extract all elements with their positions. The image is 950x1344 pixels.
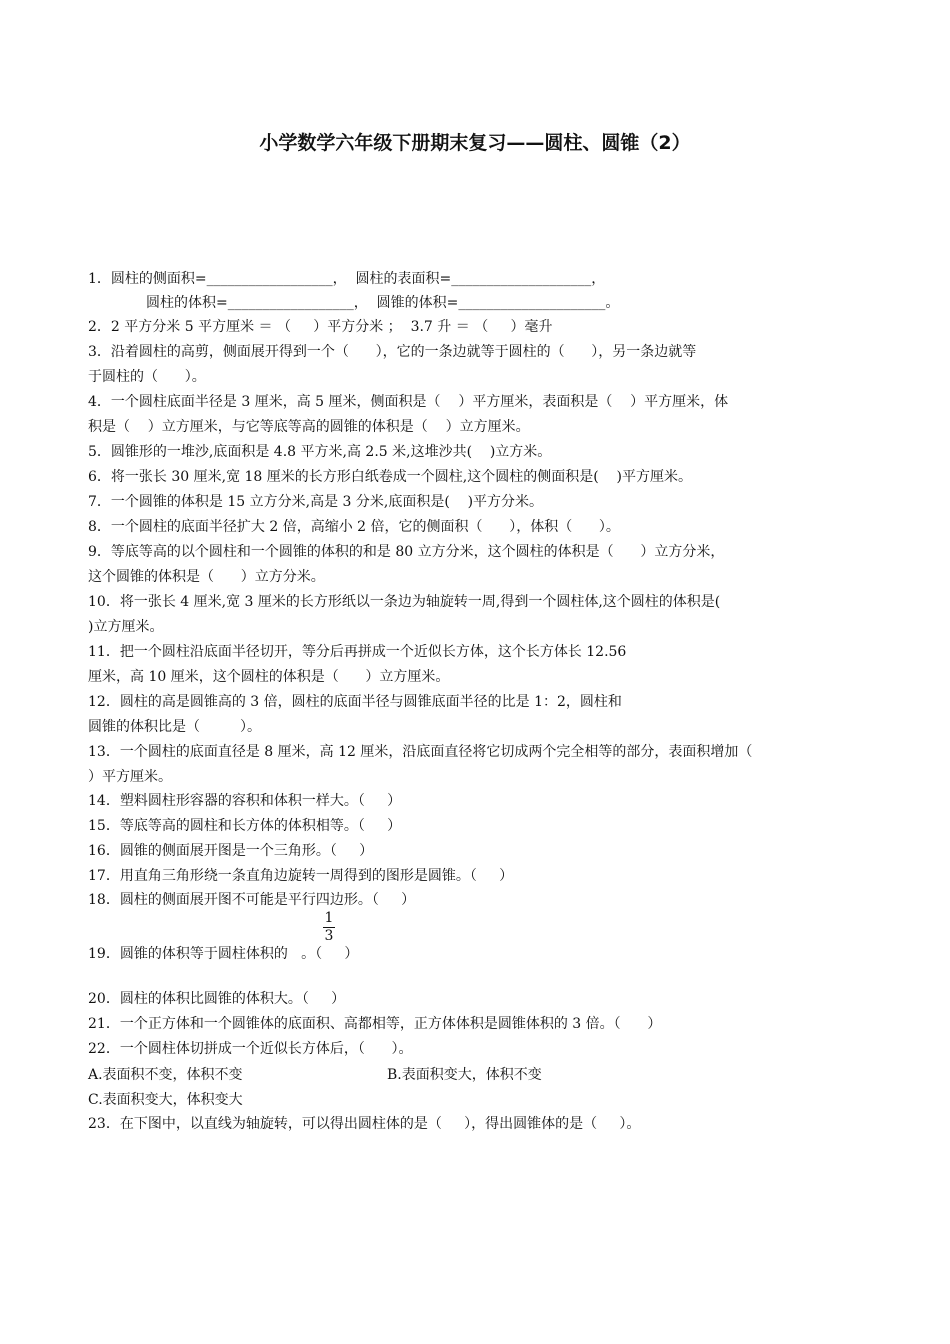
question-line: 厘米，高 10 厘米，这个圆柱的体积是（ ）立方厘米。 <box>88 669 450 685</box>
question-line: 10．将一张长 4 厘米,宽 3 厘米的长方形纸以一条边为轴旋转一周,得到一个圆柱体,这个圆柱的体积是( <box>88 594 721 610</box>
fraction-denominator: 3 <box>324 928 334 944</box>
question-line: 14．塑料圆柱形容器的容积和体积一样大。（ ） <box>88 793 402 809</box>
question-line: 22．一个圆柱体切拼成一个近似长方体后，（ ）。 <box>88 1041 413 1057</box>
answer-option: B.表面积变大，体积不变 <box>387 1067 542 1083</box>
question-line: 13．一个圆柱的底面直径是 8 厘米，高 12 厘米，沿底面直径将它切成两个完全相等的部分，表面积增加（ <box>88 744 753 760</box>
question-line: 11．把一个圆柱沿底面半径切开，等分后再拼成一个近似长方体，这个长方体长 12.56 <box>88 644 627 660</box>
question-line: 4．一个圆柱底面半径是 3 厘米，高 5 厘米，侧面积是（ ）平方厘米，表面积是（ ）平方厘米，体 <box>88 394 729 410</box>
question-line: 于圆柱的（ ）。 <box>88 369 206 385</box>
question-line: 6．将一张长 30 厘米,宽 18 厘米的长方形白纸卷成一个圆柱,这个圆柱的侧面积是( )平方厘米。 <box>88 469 692 485</box>
answer-option: A.表面积不变，体积不变 <box>88 1067 243 1083</box>
question-line: 1．圆柱的侧面积=__________________， 圆柱的表面积=____________________， <box>88 271 606 287</box>
question-line: 2．2 平方分米 5 平方厘米 ＝ （ ）平方分米 ； 3.7 升 ＝ （ ）毫升 <box>88 319 553 335</box>
question-line: 12．圆柱的高是圆锥高的 3 倍，圆柱的底面半径与圆锥底面半径的比是 1：2，圆柱和 <box>88 694 622 710</box>
question-line: 23．在下图中，以直线为轴旋转，可以得出圆柱体的是（ ），得出圆锥体的是（ ）。 <box>88 1116 641 1132</box>
question-line: 20．圆柱的体积比圆锥的体积大。（ ） <box>88 991 346 1007</box>
answer-option: C.表面积变大，体积变大 <box>88 1092 243 1108</box>
question-line: 圆锥的体积比是（ ）。 <box>88 719 262 735</box>
question-line: 17．用直角三角形绕一条直角边旋转一周得到的图形是圆锥。（ ） <box>88 868 514 884</box>
question-line: ）平方厘米。 <box>88 769 172 785</box>
question-line: 5．圆锥形的一堆沙,底面积是 4.8 平方米,高 2.5 米,这堆沙共( )立方米。 <box>88 444 552 460</box>
fraction-numerator: 1 <box>324 910 334 926</box>
question-line: 积是（ ）立方厘米，与它等底等高的圆锥的体积是（ ）立方厘米。 <box>88 419 530 435</box>
fraction-one-third <box>323 912 335 943</box>
question-line: 21．一个正方体和一个圆锥体的底面积、高都相等，正方体体积是圆锥体积的 3 倍。（ ） <box>88 1016 662 1032</box>
page-title: 小学数学六年级下册期末复习——圆柱、圆锥（2） <box>259 132 691 154</box>
question-line: 这个圆锥的体积是（ ）立方分米。 <box>88 569 325 585</box>
question-line: 圆柱的体积=__________________， 圆锥的体积=_____________________。 <box>146 295 620 311</box>
question-line: 16．圆锥的侧面展开图是一个三角形。（ ） <box>88 843 374 859</box>
question-line: 7．一个圆锥的体积是 15 立方分米,高是 3 分米,底面积是( )平方分米。 <box>88 494 544 510</box>
question-line: 18．圆柱的侧面展开图不可能是平行四边形。（ ） <box>88 892 416 908</box>
question-line: 8．一个圆柱的底面半径扩大 2 倍，高缩小 2 倍，它的侧面积（ ），体积（ ）。 <box>88 519 620 535</box>
question-line: 9．等底等高的以个圆柱和一个圆锥的体积的和是 80 立方分米，这个圆柱的体积是（ ）立方分米， <box>88 544 725 560</box>
question-line: 3．沿着圆柱的高剪，侧面展开得到一个（ ），它的一条边就等于圆柱的（ ），另一条边就等 <box>88 344 697 360</box>
question-line: 19．圆锥的体积等于圆柱体积的 。（ ） <box>88 946 359 962</box>
question-line: )立方厘米。 <box>88 619 164 635</box>
question-line: 15．等底等高的圆柱和长方体的体积相等。（ ） <box>88 818 402 834</box>
